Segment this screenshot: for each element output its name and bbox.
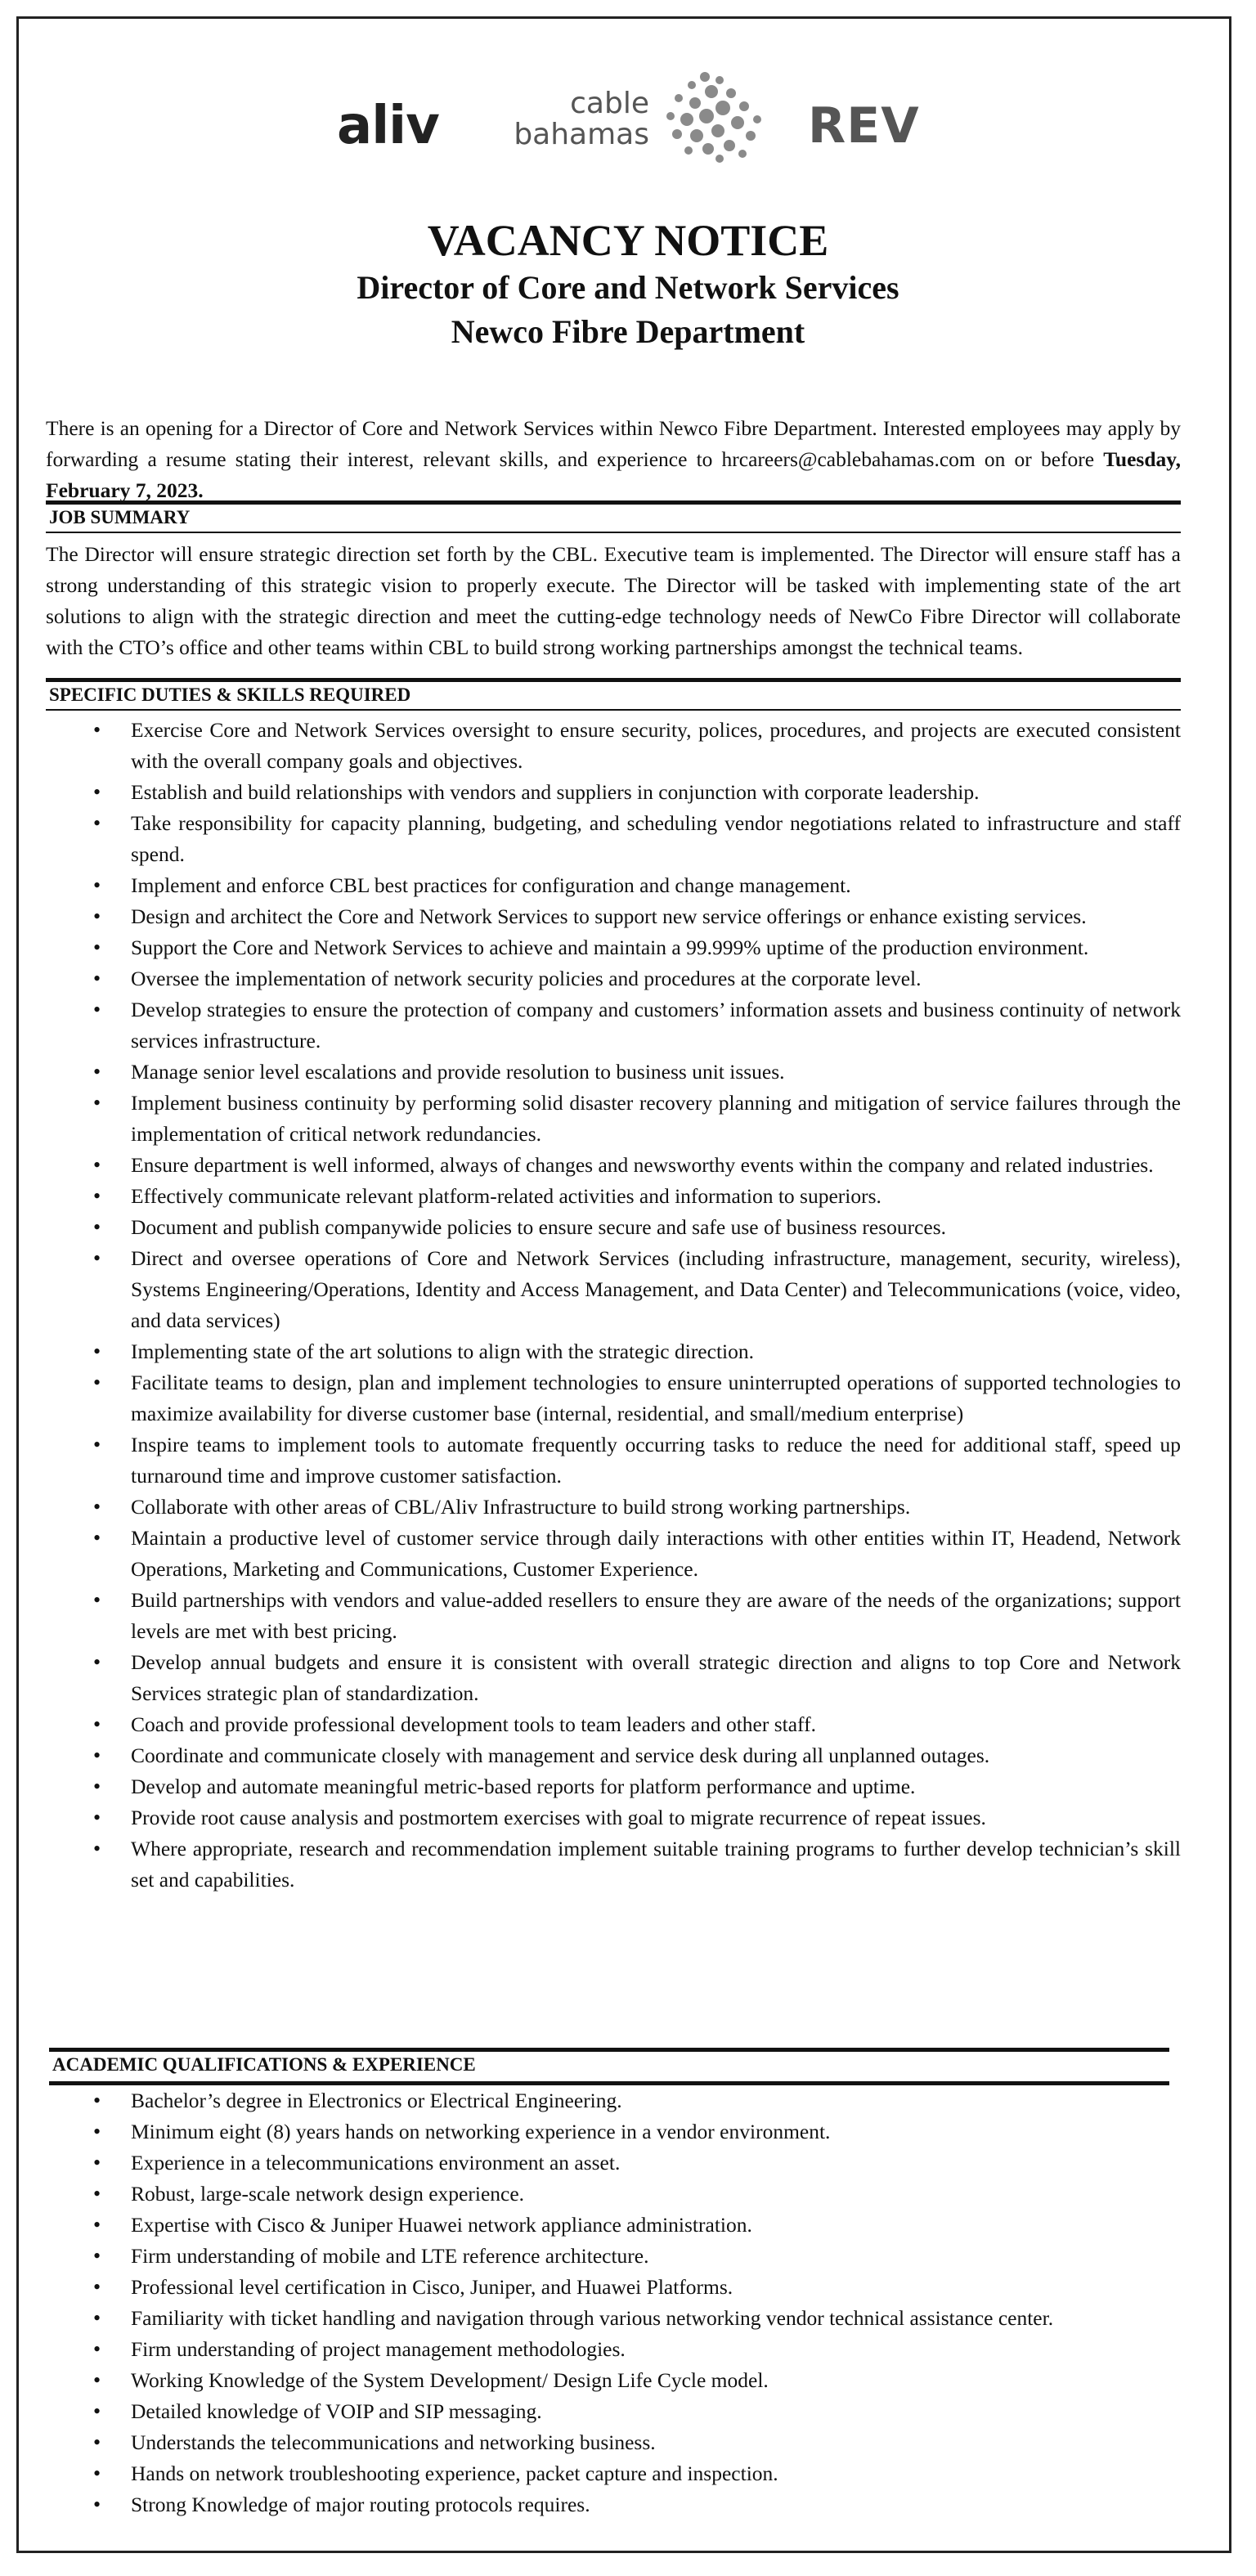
duty-item: • Coordinate and communicate closely with management and service desk during all unplanned outages.	[46, 1740, 1181, 1771]
duty-item: • Develop strategies to ensure the protection of company and customers’ information assets and business continuity of network services infrastructure.	[46, 994, 1181, 1057]
duty-item: • Implementing state of the art solutions to align with the strategic direction.	[46, 1336, 1181, 1367]
duty-item: • Facilitate teams to design, plan and implement technologies to ensure uninterrupted operations of supported technologies to maximize availability for diverse customer base (internal, residential, and small/medium enterprise)	[46, 1367, 1181, 1429]
duty-item: • Coach and provide professional development tools to team leaders and other staff.	[46, 1709, 1181, 1740]
duty-item: • Oversee the implementation of network security policies and procedures at the corporate level.	[46, 963, 1181, 994]
duty-item: • Provide root cause analysis and postmortem exercises with goal to migrate recurrence of repeat issues.	[46, 1802, 1181, 1833]
page-title: VACANCY NOTICE	[427, 216, 829, 265]
cable-logo-line1: cable	[570, 87, 649, 120]
department-title: Newco Fibre Department	[451, 313, 805, 350]
duty-item: • Maintain a productive level of customer service through daily interactions with other entities within IT, Headend, Network Operations, Marketing and Communications, Customer Experience.	[46, 1523, 1181, 1585]
qualification-item: • Bachelor’s degree in Electronics or Electrical Engineering.	[46, 2085, 1181, 2116]
duty-item: • Build partnerships with vendors and value-added resellers to ensure they are aware of the needs of the organizations; support levels are met with best pricing.	[46, 1585, 1181, 1647]
duty-item: • Implement business continuity by performing solid disaster recovery planning and mitigation of service failures through the implementation of critical network redundancies.	[46, 1088, 1181, 1150]
cable-bahamas-dots-icon	[654, 70, 769, 164]
duty-item: • Take responsibility for capacity planning, budgeting, and scheduling vendor negotiations related to infrastructure and staff spend.	[46, 808, 1181, 870]
intro-text: There is an opening for a Director of Core and Network Services within Newco Fibre Department. Interested employees may apply by forwarding a resume stating their interest, relevant skills, and experience to hrcareers@cablebahamas.com on or before	[46, 416, 1181, 471]
duty-item: • Support the Core and Network Services to achieve and maintain a 99.999% uptime of the production environment.	[46, 932, 1181, 963]
duty-item: • Develop and automate meaningful metric-based reports for platform performance and uptime.	[46, 1771, 1181, 1802]
position-title: Director of Core and Network Services	[357, 269, 899, 306]
qualification-item: • Familiarity with ticket handling and navigation through various networking vendor technical assistance center.	[46, 2303, 1181, 2334]
cable-bahamas-logo-text	[505, 88, 649, 150]
qualification-item: • Minimum eight (8) years hands on networking experience in a vendor environment.	[46, 2116, 1181, 2147]
qualification-item: • Detailed knowledge of VOIP and SIP messaging.	[46, 2396, 1181, 2427]
cable-logo-line2: bahamas	[514, 117, 649, 151]
job-summary-heading: JOB SUMMARY	[46, 500, 1181, 533]
duty-item: • Collaborate with other areas of CBL/Aliv Infrastructure to build strong working partnerships.	[46, 1492, 1181, 1523]
aliv-logo: aliv	[337, 96, 439, 156]
qualification-item: • Hands on network troubleshooting experience, packet capture and inspection.	[46, 2458, 1181, 2489]
duty-item: • Effectively communicate relevant platform-related activities and information to superiors.	[46, 1181, 1181, 1212]
duty-item: • Inspire teams to implement tools to automate frequently occurring tasks to reduce the need for additional staff, speed up turnaround time and improve customer satisfaction.	[46, 1429, 1181, 1492]
qualification-item: • Strong Knowledge of major routing protocols requires.	[46, 2489, 1181, 2520]
duty-item: • Document and publish companywide policies to ensure secure and safe use of business resources.	[46, 1212, 1181, 1243]
duty-item: • Implement and enforce CBL best practices for configuration and change management.	[46, 870, 1181, 901]
duty-item: • Ensure department is well informed, always of changes and newsworthy events within the company and related industries.	[46, 1150, 1181, 1181]
duty-item: • Where appropriate, research and recommendation implement suitable training programs to further develop technician’s skill set and capabilities.	[46, 1833, 1181, 1896]
application-deadline: Tuesday, February 7, 2023.	[46, 447, 1181, 502]
qualification-item: • Robust, large-scale network design experience.	[46, 2179, 1181, 2210]
qualifications-heading: ACADEMIC QUALIFICATIONS & EXPERIENCE	[49, 2048, 1169, 2085]
duty-item: • Manage senior level escalations and provide resolution to business unit issues.	[46, 1057, 1181, 1088]
qualification-item: • Firm understanding of project management methodologies.	[46, 2334, 1181, 2365]
duty-item: • Design and architect the Core and Network Services to support new service offerings or enhance existing services.	[46, 901, 1181, 932]
qualification-item: • Firm understanding of mobile and LTE reference architecture.	[46, 2241, 1181, 2272]
qualification-item: • Professional level certification in Cisco, Juniper, and Huawei Platforms.	[46, 2272, 1181, 2303]
qualification-item: • Expertise with Cisco & Juniper Huawei network appliance administration.	[46, 2210, 1181, 2241]
duty-item: • Exercise Core and Network Services oversight to ensure security, polices, procedures, and projects are executed consistent with the overall company goals and objectives.	[46, 715, 1181, 777]
duty-item: • Establish and build relationships with vendors and suppliers in conjunction with corporate leadership.	[46, 777, 1181, 808]
qualification-item: • Working Knowledge of the System Development/ Design Life Cycle model.	[46, 2365, 1181, 2396]
qualification-item: • Understands the telecommunications and networking business.	[46, 2427, 1181, 2458]
qualification-item: • Experience in a telecommunications environment an asset.	[46, 2147, 1181, 2179]
logo-bar	[0, 65, 1256, 164]
duties-list	[46, 715, 1181, 1896]
intro-paragraph	[46, 413, 1181, 506]
duty-item: • Direct and oversee operations of Core and Network Services (including infrastructure, management, security, wireless), Systems Engineering/Operations, Identity and Access Management, and Data Center) and Telecommunications (voice, video, and data services)	[46, 1243, 1181, 1336]
rev-logo: REV	[808, 97, 920, 155]
job-summary-text: The Director will ensure strategic direction set forth by the CBL. Executive team is implemented. The Director will ensure staff has a strong understanding of this strategic vision to properly execute. The Director will be tasked with implementing state of the art solutions to align with the strategic direction and meet the cutting-edge technology needs of NewCo Fibre Director will collaborate with the CTO’s office and other teams within CBL to build strong working partnerships amongst the technical teams.	[46, 542, 1181, 659]
duty-item: • Develop annual budgets and ensure it is consistent with overall strategic direction and aligns to top Core and Network Services strategic plan of standardization.	[46, 1647, 1181, 1709]
qualifications-list	[46, 2085, 1181, 2520]
duties-heading: SPECIFIC DUTIES & SKILLS REQUIRED	[46, 678, 1181, 711]
